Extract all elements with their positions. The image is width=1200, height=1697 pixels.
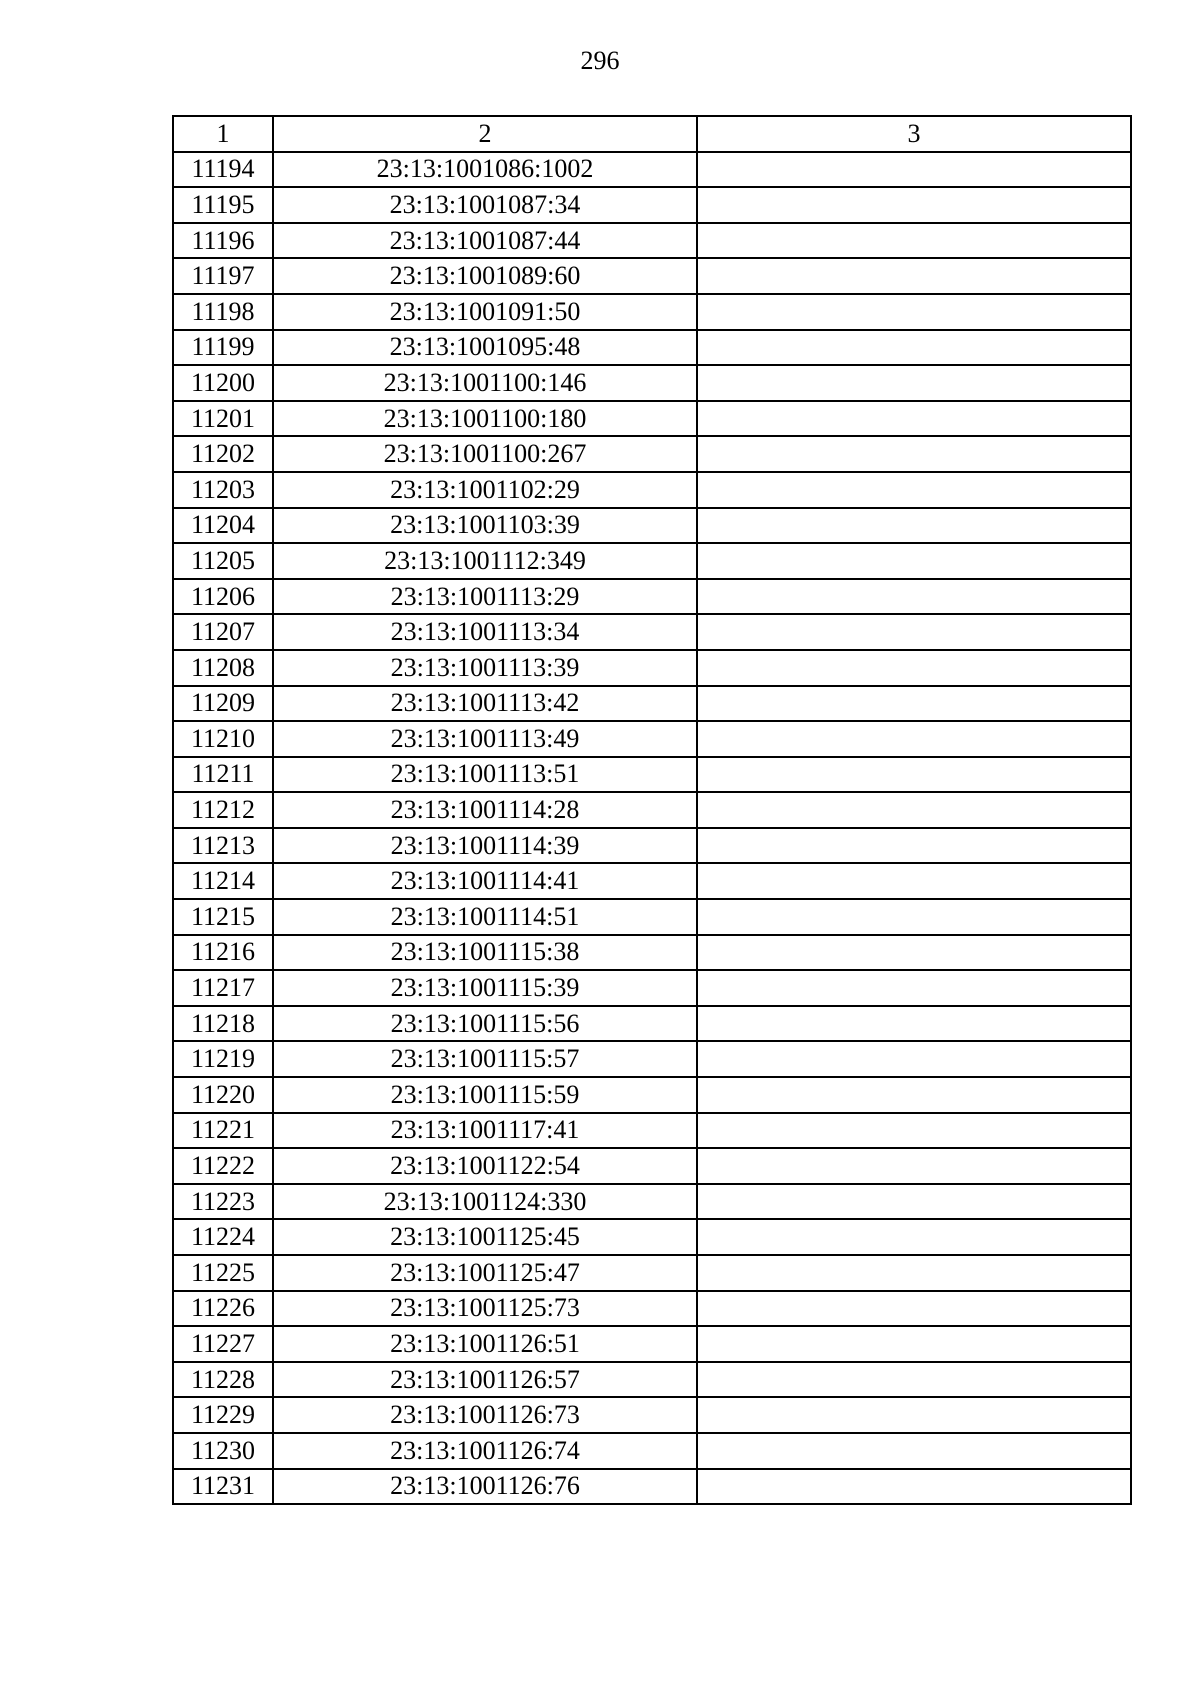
- table-header: [173, 116, 1131, 152]
- table-cell-col-3: [697, 650, 1131, 686]
- table-cell-col-1: 11198: [173, 294, 273, 330]
- table-row: [173, 1469, 1131, 1505]
- table-cell-col-3: [697, 1219, 1131, 1255]
- table-cell-col-2: 23:13:1001103:39: [273, 508, 697, 544]
- table-cell-col-3: [697, 365, 1131, 401]
- table-cell-col-1: 11210: [173, 721, 273, 757]
- table-cell-col-1: 11221: [173, 1113, 273, 1149]
- table-cell-col-1: 11209: [173, 686, 273, 722]
- table-cell-col-1: 11226: [173, 1291, 273, 1327]
- table-cell-col-2: 23:13:1001115:57: [273, 1041, 697, 1077]
- table-row: [173, 330, 1131, 366]
- table-cell-col-2: 23:13:1001113:42: [273, 686, 697, 722]
- table-cell-col-3: [697, 1041, 1131, 1077]
- table-row: [173, 187, 1131, 223]
- table-cell-col-2: 23:13:1001124:330: [273, 1184, 697, 1220]
- table-cell-col-2: 23:13:1001126:76: [273, 1469, 697, 1505]
- table-cell-col-3: [697, 330, 1131, 366]
- table-cell-col-1: 11197: [173, 258, 273, 294]
- table-row: [173, 1219, 1131, 1255]
- table-cell-col-3: [697, 828, 1131, 864]
- table-cell-col-3: [697, 294, 1131, 330]
- table-cell-col-1: 11224: [173, 1219, 273, 1255]
- table-cell-col-3: [697, 935, 1131, 971]
- table-cell-col-3: [697, 1077, 1131, 1113]
- table-row: [173, 1148, 1131, 1184]
- table-cell-col-2: 23:13:1001126:57: [273, 1362, 697, 1398]
- table-cell-col-1: 11203: [173, 472, 273, 508]
- column-header-2: 2: [273, 116, 697, 152]
- column-header-1: 1: [173, 116, 273, 152]
- table-row: [173, 294, 1131, 330]
- table-row: [173, 365, 1131, 401]
- table-row: [173, 792, 1131, 828]
- table-cell-col-1: 11231: [173, 1469, 273, 1505]
- table-cell-col-1: 11217: [173, 970, 273, 1006]
- table-cell-col-1: 11222: [173, 1148, 273, 1184]
- table-cell-col-1: 11211: [173, 757, 273, 793]
- table-row: [173, 1362, 1131, 1398]
- table-cell-col-1: 11216: [173, 935, 273, 971]
- table-cell-col-1: 11196: [173, 223, 273, 259]
- table-row: [173, 579, 1131, 615]
- table-cell-col-2: 23:13:1001113:39: [273, 650, 697, 686]
- table-cell-col-3: [697, 1326, 1131, 1362]
- table-cell-col-3: [697, 152, 1131, 188]
- table-cell-col-2: 23:13:1001115:56: [273, 1006, 697, 1042]
- table-header-row: [173, 116, 1131, 152]
- table-cell-col-2: 23:13:1001100:267: [273, 436, 697, 472]
- table-cell-col-2: 23:13:1001114:28: [273, 792, 697, 828]
- table-cell-col-1: 11230: [173, 1433, 273, 1469]
- table-cell-col-3: [697, 1255, 1131, 1291]
- table-cell-col-2: 23:13:1001126:73: [273, 1397, 697, 1433]
- table-cell-col-2: 23:13:1001125:45: [273, 1219, 697, 1255]
- table-cell-col-1: 11199: [173, 330, 273, 366]
- table-cell-col-2: 23:13:1001112:349: [273, 543, 697, 579]
- table-cell-col-1: 11215: [173, 899, 273, 935]
- table-cell-col-3: [697, 508, 1131, 544]
- table-cell-col-2: 23:13:1001091:50: [273, 294, 697, 330]
- table-cell-col-3: [697, 223, 1131, 259]
- table-cell-col-1: 11219: [173, 1041, 273, 1077]
- table-cell-col-3: [697, 187, 1131, 223]
- table-row: [173, 686, 1131, 722]
- table-cell-col-3: [697, 721, 1131, 757]
- table-row: [173, 899, 1131, 935]
- table-row: [173, 223, 1131, 259]
- table-cell-col-3: [697, 401, 1131, 437]
- table-row: [173, 721, 1131, 757]
- table-cell-col-2: 23:13:1001113:51: [273, 757, 697, 793]
- table-cell-col-1: 11206: [173, 579, 273, 615]
- table-cell-col-3: [697, 757, 1131, 793]
- table-cell-col-2: 23:13:1001125:73: [273, 1291, 697, 1327]
- table-row: [173, 757, 1131, 793]
- table-row: [173, 1006, 1131, 1042]
- table-cell-col-3: [697, 614, 1131, 650]
- table-row: [173, 436, 1131, 472]
- table-cell-col-3: [697, 472, 1131, 508]
- table-cell-col-1: 11227: [173, 1326, 273, 1362]
- table-cell-col-1: 11194: [173, 152, 273, 188]
- table-cell-col-1: 11202: [173, 436, 273, 472]
- table-cell-col-3: [697, 970, 1131, 1006]
- table-cell-col-1: 11228: [173, 1362, 273, 1398]
- table-row: [173, 1291, 1131, 1327]
- table-cell-col-2: 23:13:1001089:60: [273, 258, 697, 294]
- table-cell-col-2: 23:13:1001114:51: [273, 899, 697, 935]
- table-row: [173, 1255, 1131, 1291]
- table-row: [173, 1077, 1131, 1113]
- table-row: [173, 863, 1131, 899]
- table-cell-col-1: 11201: [173, 401, 273, 437]
- table-row: [173, 258, 1131, 294]
- table-row: [173, 614, 1131, 650]
- table-cell-col-3: [697, 1433, 1131, 1469]
- table-cell-col-3: [697, 1184, 1131, 1220]
- table-cell-col-3: [697, 579, 1131, 615]
- table-cell-col-1: 11205: [173, 543, 273, 579]
- table-cell-col-3: [697, 1362, 1131, 1398]
- table-cell-col-1: 11220: [173, 1077, 273, 1113]
- table-cell-col-2: 23:13:1001113:49: [273, 721, 697, 757]
- table-cell-col-3: [697, 792, 1131, 828]
- table-cell-col-3: [697, 899, 1131, 935]
- table-cell-col-2: 23:13:1001126:51: [273, 1326, 697, 1362]
- table-cell-col-1: 11204: [173, 508, 273, 544]
- table-cell-col-2: 23:13:1001087:44: [273, 223, 697, 259]
- table-cell-col-1: 11200: [173, 365, 273, 401]
- table-cell-col-3: [697, 686, 1131, 722]
- table-cell-col-2: 23:13:1001113:29: [273, 579, 697, 615]
- table-cell-col-2: 23:13:1001114:41: [273, 863, 697, 899]
- table-row: [173, 472, 1131, 508]
- table-cell-col-1: 11208: [173, 650, 273, 686]
- table-cell-col-3: [697, 863, 1131, 899]
- table-body: [173, 152, 1131, 1505]
- table-row: [173, 152, 1131, 188]
- table-row: [173, 1326, 1131, 1362]
- table-cell-col-3: [697, 258, 1131, 294]
- table-row: [173, 508, 1131, 544]
- table-row: [173, 1433, 1131, 1469]
- table-row: [173, 828, 1131, 864]
- table-cell-col-1: 11229: [173, 1397, 273, 1433]
- column-header-3: 3: [697, 116, 1131, 152]
- table-cell-col-2: 23:13:1001087:34: [273, 187, 697, 223]
- table-cell-col-1: 11195: [173, 187, 273, 223]
- table-cell-col-2: 23:13:1001114:39: [273, 828, 697, 864]
- table-cell-col-2: 23:13:1001086:1002: [273, 152, 697, 188]
- table-cell-col-1: 11214: [173, 863, 273, 899]
- table-cell-col-1: 11212: [173, 792, 273, 828]
- table-cell-col-3: [697, 543, 1131, 579]
- table-cell-col-1: 11218: [173, 1006, 273, 1042]
- table-cell-col-2: 23:13:1001113:34: [273, 614, 697, 650]
- table-cell-col-2: 23:13:1001100:146: [273, 365, 697, 401]
- table-cell-col-3: [697, 1291, 1131, 1327]
- table-cell-col-3: [697, 1148, 1131, 1184]
- table-cell-col-3: [697, 1397, 1131, 1433]
- page-number: 296: [580, 46, 620, 75]
- table-cell-col-1: 11213: [173, 828, 273, 864]
- table-row: [173, 1184, 1131, 1220]
- table-cell-col-1: 11207: [173, 614, 273, 650]
- table-cell-col-3: [697, 436, 1131, 472]
- table-cell-col-2: 23:13:1001100:180: [273, 401, 697, 437]
- table-cell-col-2: 23:13:1001115:59: [273, 1077, 697, 1113]
- table-cell-col-3: [697, 1006, 1131, 1042]
- table-row: [173, 650, 1131, 686]
- table-cell-col-2: 23:13:1001095:48: [273, 330, 697, 366]
- data-table: [172, 115, 1132, 1505]
- table-row: [173, 401, 1131, 437]
- table-row: [173, 1397, 1131, 1433]
- table-cell-col-1: 11223: [173, 1184, 273, 1220]
- table-row: [173, 970, 1131, 1006]
- table-cell-col-2: 23:13:1001115:38: [273, 935, 697, 971]
- table-row: [173, 543, 1131, 579]
- table-cell-col-2: 23:13:1001115:39: [273, 970, 697, 1006]
- table-row: [173, 935, 1131, 971]
- table-row: [173, 1113, 1131, 1149]
- table-cell-col-2: 23:13:1001117:41: [273, 1113, 697, 1149]
- table-cell-col-1: 11225: [173, 1255, 273, 1291]
- table-cell-col-2: 23:13:1001126:74: [273, 1433, 697, 1469]
- table-cell-col-2: 23:13:1001102:29: [273, 472, 697, 508]
- table-cell-col-3: [697, 1113, 1131, 1149]
- table-cell-col-2: 23:13:1001125:47: [273, 1255, 697, 1291]
- table-row: [173, 1041, 1131, 1077]
- table-cell-col-3: [697, 1469, 1131, 1505]
- table-cell-col-2: 23:13:1001122:54: [273, 1148, 697, 1184]
